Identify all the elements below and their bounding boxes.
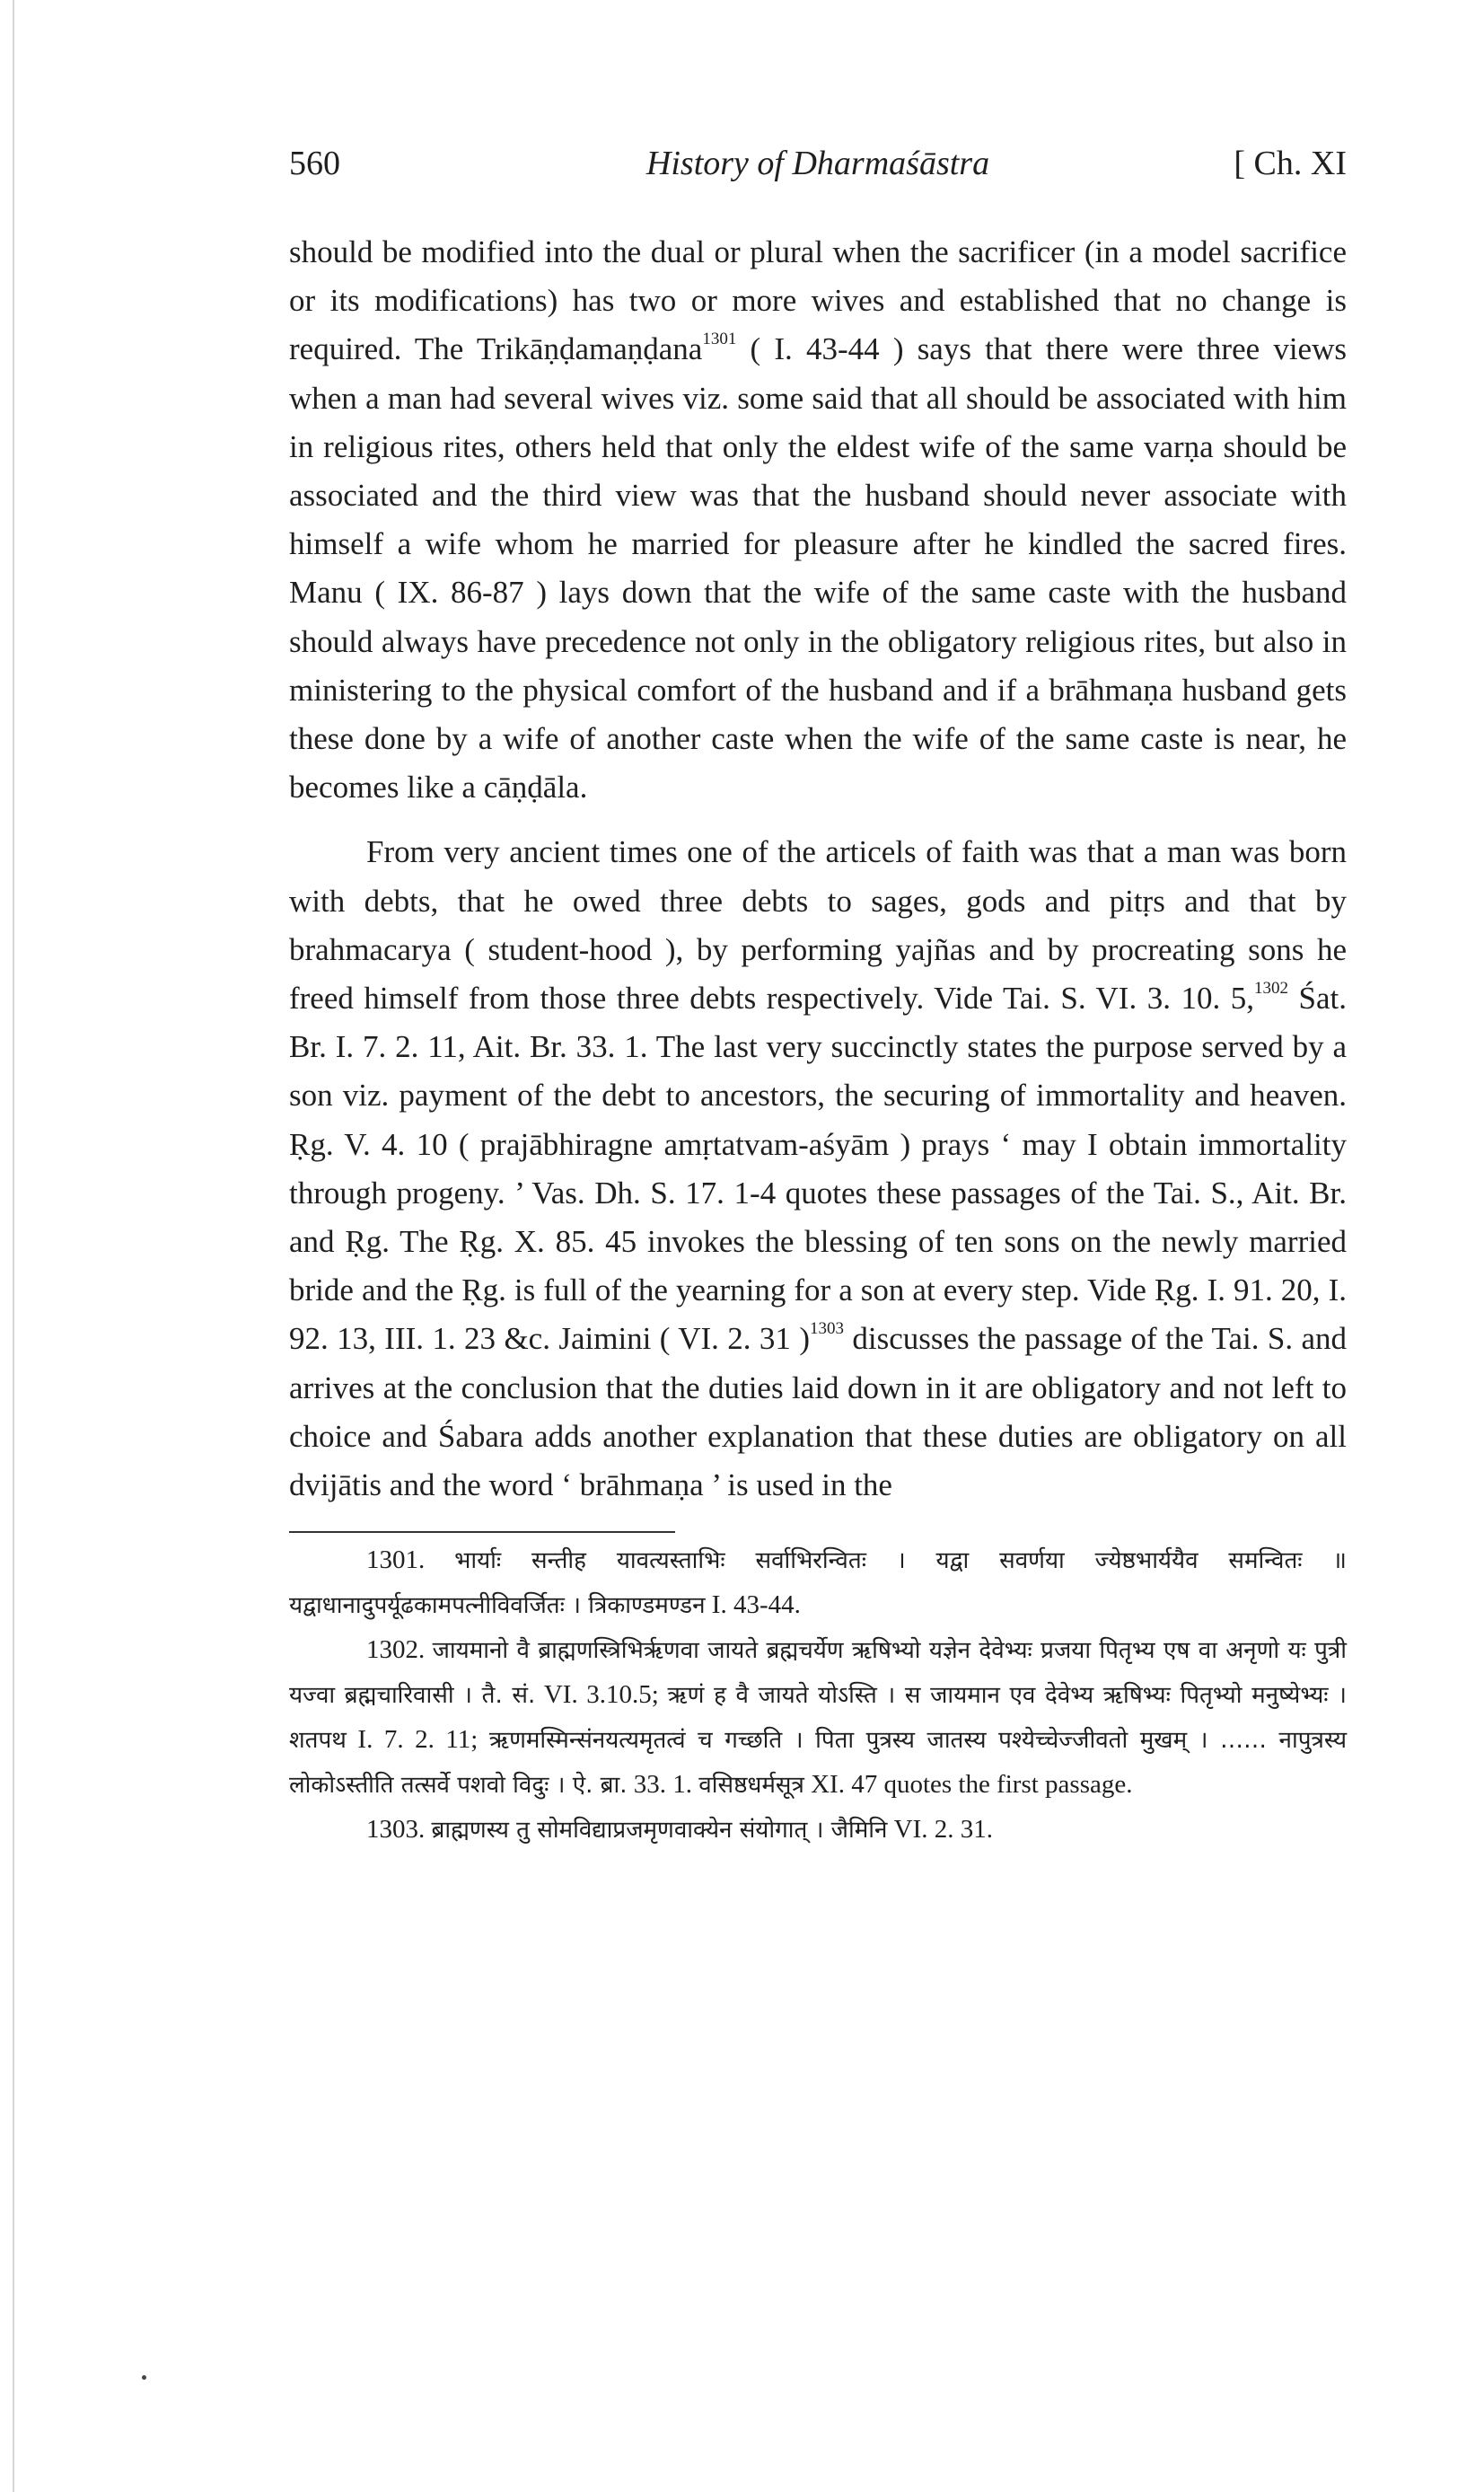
footnote-tail: quotes the first passage. — [883, 1770, 1133, 1800]
footnote-sanskrit: जायमानो वै ब्राह्मणस्त्रिभिर्ऋणवा जायते ब्रह्मचर्येण ऋषिभ्यो यज्ञेन देवेभ्यः प्रजया पितृभ्य एष वा अनृणो यः पुत्री यज्वा ब्रह्मचारिवासी । तै. सं. — [289, 1637, 1347, 1710]
paragraph-2 — [289, 828, 1347, 1510]
running-title: History of Dharmaśāstra — [645, 145, 990, 182]
footnotes — [289, 1538, 1347, 1853]
paragraph-2-text-b: Śat. Br. I. 7. 2. 11, Ait. Br. 33. 1. The last very succinctly states the purpose served by a son viz. payment of the debt to ancestors, the securing of immortality and heaven. Ṛg. V. 4. 10 ( prajābhiragne amṛtatvam-aśyām ) prays ‘ may I obtain immortality through progeny. ’ Vas. Dh. S. 17. 1-4 quotes these passages of the Tai. S., Ait. Br. and Ṛg. The Ṛg. X. 85. 45 invokes the blessing of ten sons on the newly married bride and the Ṛg. is full of the yearning for a son at every step. Vide Ṛg. I. 91. 20, I. 92. 13, III. 1. 23 &c. Jaimini ( VI. 2. 31 ) — [289, 981, 1347, 1357]
footnote-1301 — [289, 1538, 1347, 1628]
paragraph-2-text-c: discusses the passage of the Tai. S. and arrives at the conclusion that the duties laid down in it are obligatory and not left to choice and Śabara adds another explanation that these duties are obligatory on all dvijātis and the word ‘ brāhmaṇa ’ is used in the — [289, 1321, 1347, 1503]
chapter-label: [ Ch. XI — [1234, 145, 1347, 182]
footnote-sanskrit: भार्याः सन्तीह यावत्यस्ताभिः सर्वाभिरन्वितः । यद्वा सवर्णया ज्येष्ठभार्ययैव समन्वितः ॥ यद्वाधानादुपर्यूढकामपत्नीविवर्जितः । त्रिकाण्डमण्डन — [289, 1547, 1347, 1620]
footnote-citation: XI. 47 — [811, 1770, 878, 1800]
paragraph-2-text-a: From very ancient times one of the articels of faith was that a man was born with debts, that he owed three debts to sages, gods and pitṛs and that by brahmacarya ( student-hood ), by performing yajñas and by procreating sons he freed himself from those three debts respectively. Vide Tai. S. VI. 3. 10. 5, — [289, 834, 1347, 1017]
footnote-citation: VI. 3.10.5; — [543, 1680, 659, 1710]
footnote-1302 — [289, 1628, 1347, 1808]
footnote-number: 1303. — [366, 1815, 426, 1845]
footnote-sanskrit: ऋणमस्मिन्संनयत्यमृतत्वं च गच्छति । पिता पुत्रस्य जातस्य पश्येच्चेज्जीवतो मुखम् । …… नापुत्रस्य लोकोऽस्तीति तत्सर्वे पशवो विदुः । ऐ. ब्रा. — [289, 1727, 1348, 1800]
footnote-citation: VI. 2. 31. — [893, 1815, 994, 1845]
paragraph-1-text-b: ( I. 43-44 ) says that there were three views when a man had several wives viz. some said that all should be associated with him in religious rites, others held that only the eldest wife of the same varṇa should be associated and the third view was that the husband should never associate with himself a wife whom he married for pleasure after he kindled the sacred fires. Manu ( IX. 86-87 ) lays down that the wife of the same caste with the husband should always have precedence not only in the obligatory religious rites, but also in ministering to the physical comfort of the husband and if a brāhmaṇa husband gets these done by a wife of another caste when the wife of the same caste is near, he becomes like a cāṇḍāla. — [289, 331, 1347, 806]
body-text — [289, 228, 1347, 1510]
page-header — [289, 144, 1347, 194]
footnote-citation: 33. 1. — [633, 1770, 693, 1800]
page-number: 560 — [289, 145, 340, 182]
footnote-sanskrit: ऋणं ह वै जायते योऽस्ति । स जायमान एव देवेभ्य ऋषिभ्यः पितृभ्यो मनुष्येभ्यः । शतपथ — [289, 1682, 1348, 1755]
scan-speck — [142, 2375, 146, 2380]
paragraph-1 — [289, 228, 1347, 812]
footnote-1303 — [289, 1808, 1347, 1853]
footnote-sanskrit: ब्राह्मणस्य तु सोमविद्याप्रजमृणवाक्येन संयोगात् । जैमिनि — [431, 1817, 888, 1845]
footnote-number: 1301. — [366, 1545, 426, 1575]
footnote-number: 1302. — [366, 1635, 426, 1665]
footnote-ref-1301[interactable]: 1301 — [702, 330, 737, 349]
footnote-ref-1303[interactable]: 1303 — [809, 1319, 844, 1339]
footnote-divider — [289, 1531, 675, 1533]
scan-edge-line — [13, 0, 14, 2492]
footnote-citation: I. 43-44. — [711, 1590, 801, 1620]
footnote-sanskrit: वसिष्ठधर्मसूत्र — [698, 1772, 804, 1800]
paragraph-1-text-a: should be modified into the dual or plural when the sacrificer (in a model sacrifice or its modifications) has two or more wives and established that no change is required. The Trikāṇḍamaṇḍana — [289, 234, 1347, 367]
book-page — [289, 144, 1347, 1853]
footnote-citation: I. 7. 2. 11; — [357, 1725, 479, 1755]
footnote-ref-1302[interactable]: 1302 — [1254, 978, 1288, 998]
